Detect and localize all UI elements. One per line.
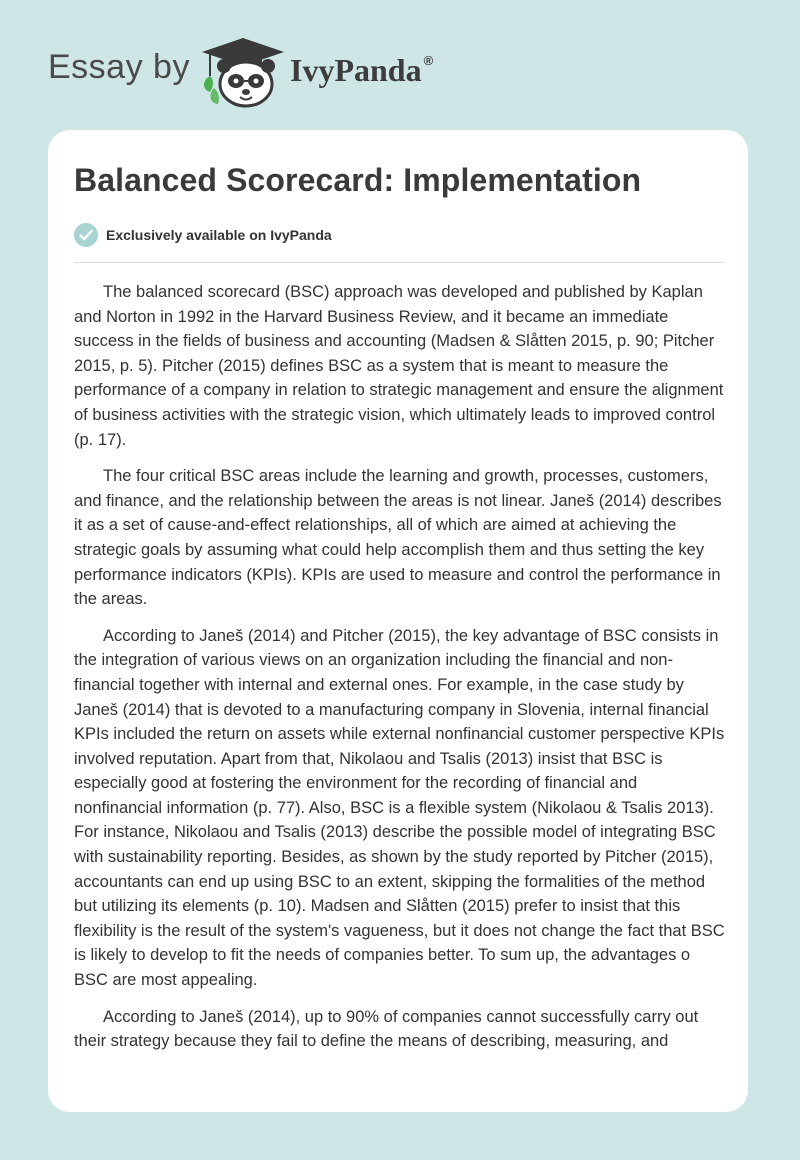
essay-card: [48, 130, 748, 1112]
exclusive-badge: [74, 222, 332, 248]
paragraph: According to Janeš (2014), up to 90% of companies cannot successfully carry out their strategy because they fail to define the means of describing, measuring, and: [74, 1007, 699, 1051]
trademark-mark: ®: [423, 53, 434, 68]
exclusive-label: Exclusively available on IvyPanda: [106, 227, 332, 243]
essay-body: [74, 280, 726, 1066]
brand-name[interactable]: [290, 52, 433, 89]
essay-by-label: Essay by: [48, 48, 190, 86]
paragraph: According to Janeš (2014) and Pitcher (2015), the key advantage of BSC consists in the integration of various views on an organization including the financial and non-financial together with internal and external ones. For example, in the case study by Janeš (2014) that is devoted to a manufacturing company in Slovenia, internal financial KPIs included the return on assets while external nonfinancial customer perspective KPIs involved reputation. Apart from that, Nikolaou and Tsalis (2013) insist that BSC is especially good at fostering the environment for the recording of financial and nonfinancial information (p. 77). Also, BSC is a flexible system (Nikolaou & Tsalis 2013). For instance, Nikolaou and Tsalis (2013) describe the possible model of integrating BSC with sustainability reporting. Besides, as shown by the study reported by Pitcher (2015), accountants can end up using BSC to an extent, skipping the formalities of the method but utilizing its elements (p. 10). Madsen and Slåtten (2015) prefer to insist that this flexibility is the result of the system's vagueness, but it does not change the fact that BSC is likely to develop to fit the needs of companies better. To sum up, the advantages o BSC are most appealing.: [74, 626, 725, 990]
page-title: Balanced Scorecard: Implementation: [74, 162, 642, 198]
site-header: [48, 30, 508, 110]
paragraph: The four critical BSC areas include the learning and growth, processes, customers, and finance, and the relationship between the areas is not linear. Janeš (2014) describes it as a set of cause-and-effect relationships, all of which are aimed at achieving the strategic goals by assuming what could help accomplish them and thus setting the key performance indicators (KPIs). KPIs are used to measure and control the performance in the areas.: [74, 467, 722, 609]
divider: [74, 262, 724, 263]
paragraph: The balanced scorecard (BSC) approach was developed and published by Kaplan and Norton in 1992 in the Harvard Business Review, and it became an immediate success in the fields of business and accounting (Madsen & Slåtten 2015, p. 90; Pitcher 2015, p. 5). Pitcher (2015) defines BSC as a system that is meant to measure the performance of a company in relation to strategic management and ensure the alignment of business activities with the strategic vision, which ultimately leads to improved control (p. 17).: [74, 283, 724, 449]
checkmark-icon: [74, 223, 98, 247]
brand-label: IvyPanda: [290, 52, 422, 88]
panda-logo-icon[interactable]: [200, 36, 286, 110]
